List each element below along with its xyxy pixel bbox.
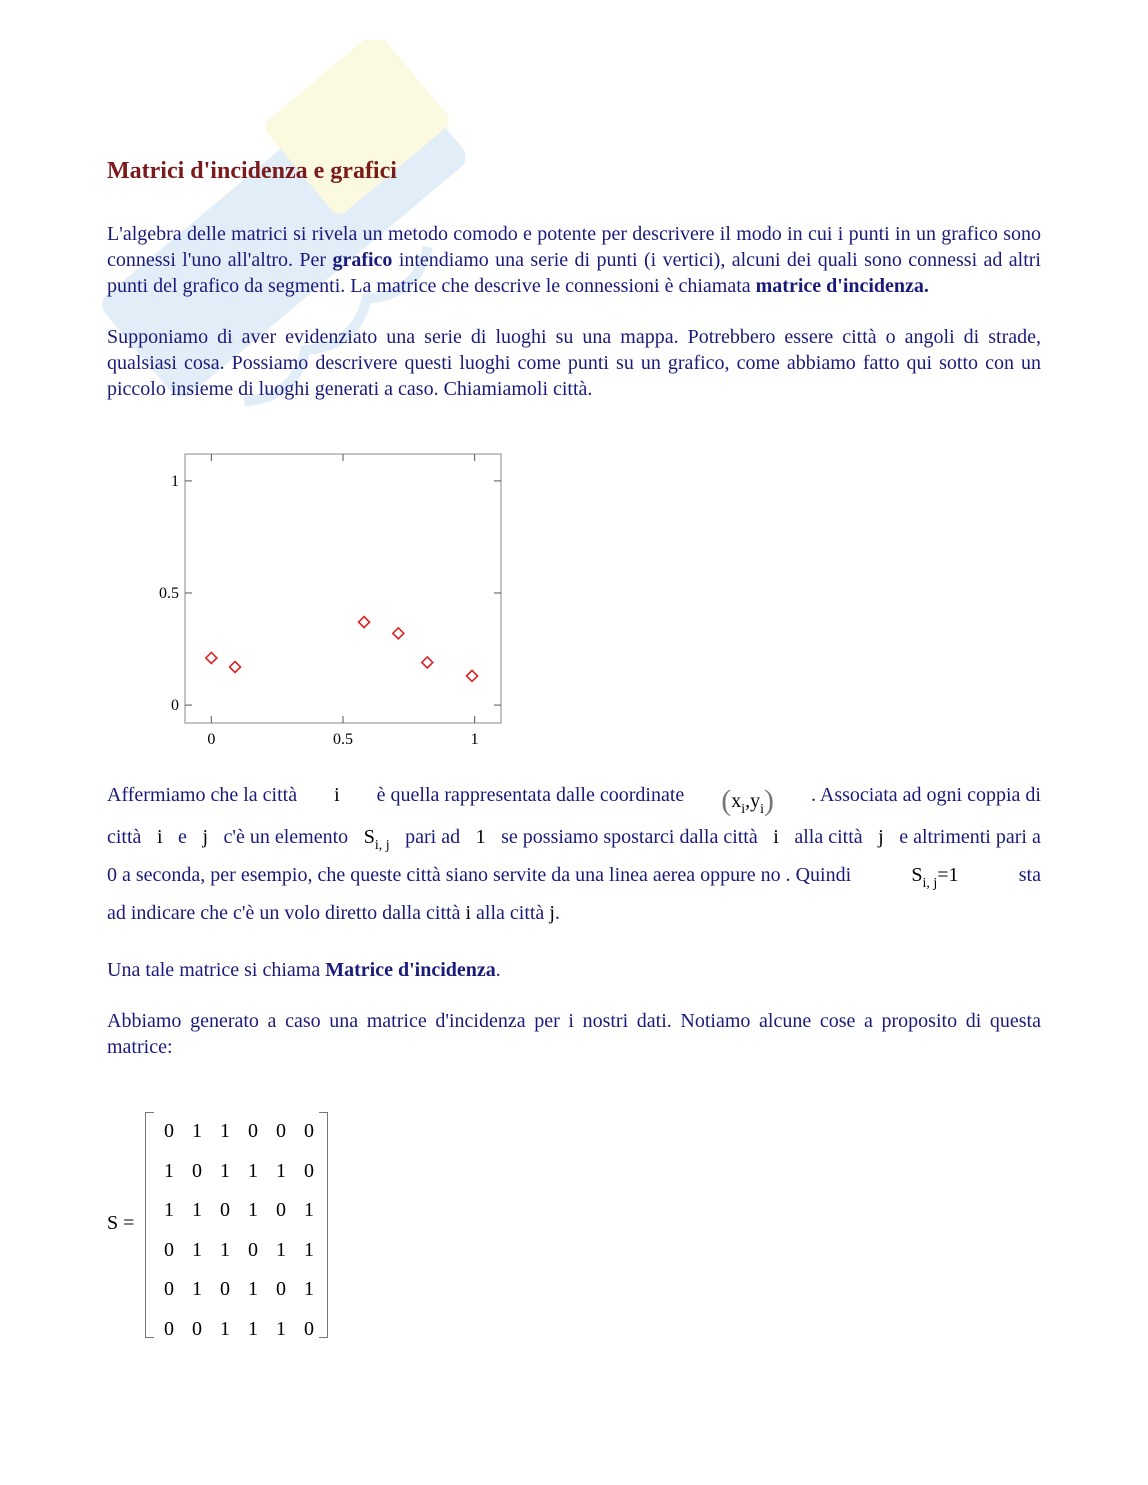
matrix-cell: 1 [164, 1159, 174, 1182]
text-segment: città [107, 826, 142, 848]
text-segment: c'è un elemento [223, 826, 349, 848]
matrix-cells [155, 1112, 323, 1349]
matrix-cell: 1 [192, 1199, 202, 1222]
math-var-i: i [156, 826, 163, 848]
matrix-cell: 1 [276, 1238, 286, 1261]
matrix-cell: 0 [276, 1199, 286, 1222]
term-grafico: grafico [332, 249, 393, 271]
matrix-cell: 0 [220, 1199, 230, 1222]
text-segment: . Associata ad ogni coppia di [811, 784, 1041, 806]
math-var-s: S [363, 826, 375, 848]
coordinate-pair: $(x_i,y_i)$ [721, 784, 775, 817]
page-title: Matrici d'incidenza e grafici [107, 158, 397, 184]
data-point-marker [230, 661, 241, 672]
text-segment: Affermiamo che la città [107, 784, 298, 806]
data-point-marker [393, 628, 404, 639]
matrix-cell: 0 [192, 1317, 202, 1340]
matrix-cell: 1 [220, 1120, 230, 1143]
chart-points [206, 617, 478, 682]
math-var-i: i [334, 784, 340, 806]
y-tick-label: 0 [171, 697, 179, 715]
coordinates-line-4 [107, 902, 1041, 925]
math-var-j: j [202, 826, 208, 848]
matrix-cell: 1 [248, 1317, 258, 1340]
equals-one: =1 [937, 864, 959, 886]
math-var-y: y [750, 790, 761, 812]
subscript-ij: i, j [922, 876, 938, 891]
element-s-ij-equals-one [911, 864, 958, 892]
matrix-cell: 1 [304, 1278, 314, 1301]
text-segment: alla città [794, 826, 863, 848]
math-var-x: x [731, 790, 742, 812]
text-segment: ad indicare che c'è un volo diretto dalla città [107, 902, 466, 924]
data-point-marker [422, 657, 433, 668]
math-var-i: i [465, 902, 472, 924]
text-segment: pari ad [405, 826, 461, 848]
matrix-cell: 0 [164, 1278, 174, 1301]
matrix-cell: 1 [192, 1278, 202, 1301]
matrix-cell: 1 [276, 1159, 286, 1182]
text-segment: e altrimenti pari a [899, 826, 1041, 848]
matrix-cell: 1 [276, 1317, 286, 1340]
data-point-marker [467, 670, 478, 681]
chart-ticks [159, 454, 501, 748]
matrix-left-bracket [145, 1112, 154, 1338]
text-segment: . [554, 902, 560, 924]
paragraph-generated-matrix: Abbiamo generato a caso una matrice d'incidenza per i nostri dati. Notiamo alcune cose a proposito di questa matrice: [107, 1010, 1041, 1058]
matrix-cell: 0 [248, 1120, 258, 1143]
data-point-marker [359, 617, 370, 628]
coordinates-line-1 [107, 784, 1041, 818]
x-tick-label: 0.5 [333, 731, 353, 748]
paragraph-intro [107, 221, 1041, 299]
matrix-cell: 0 [304, 1317, 314, 1340]
matrix-cell: 0 [164, 1120, 174, 1143]
comma: , [745, 790, 751, 812]
matrix-cell: 0 [276, 1278, 286, 1301]
subscript-i: i [741, 802, 746, 817]
paragraph-intro-text-1: L'algebra delle matrici si rivela un metodo comodo e potente per descrivere il modo in cui i punti in un grafico sono connessi l'uno all'altro. Per [107, 223, 1041, 271]
matrix-cell: 1 [220, 1238, 230, 1261]
x-tick-label: 0 [207, 731, 216, 748]
text-segment: e [178, 826, 187, 848]
chart-frame [185, 454, 501, 723]
plot-border [185, 454, 501, 723]
matrix-row [155, 1191, 323, 1231]
matrix-cell: 1 [304, 1238, 314, 1261]
paragraph-definition [107, 957, 1041, 983]
paragraph-intro-text-2: intendiamo una serie di punti (i vertici), alcuni dei quali sono connessi ad altri punti del grafico da segmenti. La matrice che descrive le connessioni è chiamata [107, 249, 1041, 297]
coordinates-line-2 [107, 826, 1041, 854]
data-point-marker [206, 652, 217, 663]
math-var-i: i [773, 826, 779, 848]
matrix-cell: 0 [164, 1238, 174, 1261]
text-segment: 0 a seconda, per esempio, che queste città siano servite da una linea aerea oppure no . Quindi [107, 864, 852, 886]
term-matrice-incidenza-bold: Matrice d'incidenza [325, 959, 496, 981]
matrix-label: S = [107, 1212, 135, 1234]
text-segment: alla città [471, 902, 550, 924]
y-tick-label: 0.5 [159, 584, 179, 602]
matrix-cell: 0 [304, 1159, 314, 1182]
matrix-cell: 0 [164, 1317, 174, 1340]
matrix-row [155, 1112, 323, 1152]
element-s-ij [364, 826, 390, 854]
matrix-row [155, 1270, 323, 1310]
matrix-row [155, 1231, 323, 1271]
matrix-row [155, 1152, 323, 1192]
math-var-s: S [911, 864, 923, 886]
y-tick-label: 1 [171, 472, 179, 490]
matrix-cell: 0 [220, 1278, 230, 1301]
matrix-cell: 1 [220, 1159, 230, 1182]
matrix-cell: 0 [304, 1120, 314, 1143]
coordinates-line-3 [107, 864, 1041, 892]
matrix-cell: 0 [276, 1120, 286, 1143]
matrix-cell: 1 [192, 1238, 202, 1261]
matrix-cell: 1 [248, 1199, 258, 1222]
matrix-cell: 1 [164, 1199, 174, 1222]
term-matrice-incidenza: matrice d'incidenza. [755, 275, 929, 297]
matrix-cell: 1 [248, 1159, 258, 1182]
matrix-cell: 0 [248, 1238, 258, 1261]
text-segment: . [495, 959, 501, 981]
text-segment: Una tale matrice si chiama [107, 959, 326, 981]
paragraph-places: Supponiamo di aver evidenziato una serie di luoghi su una mappa. Potrebbero essere città o angoli di strade, qualsiasi cosa. Possiamo descrivere questi luoghi come punti su un grafico, come abbiamo fatto qui sotto con un piccolo insieme di luoghi generati a caso. Chiamiamoli città. [107, 326, 1041, 400]
text-segment: se possiamo spostarci dalla città [501, 826, 758, 848]
math-var-j: j [549, 902, 555, 924]
matrix-right-bracket [319, 1112, 328, 1338]
scatter-chart [150, 448, 510, 753]
subscript-i: i [760, 802, 765, 817]
matrix-row [155, 1310, 323, 1350]
matrix-cell: 1 [220, 1317, 230, 1340]
math-value-one: 1 [475, 826, 486, 848]
matrix-cell: 1 [192, 1120, 202, 1143]
matrix-cell: 0 [192, 1159, 202, 1182]
text-segment: è quella rappresentata dalle coordinate [376, 784, 685, 806]
matrix-cell: 1 [304, 1199, 314, 1222]
text-segment: sta [1018, 864, 1041, 886]
math-var-j: j [878, 826, 884, 848]
x-tick-label: 1 [470, 731, 479, 748]
matrix-cell: 1 [248, 1278, 258, 1301]
subscript-ij: i, j [374, 838, 390, 853]
